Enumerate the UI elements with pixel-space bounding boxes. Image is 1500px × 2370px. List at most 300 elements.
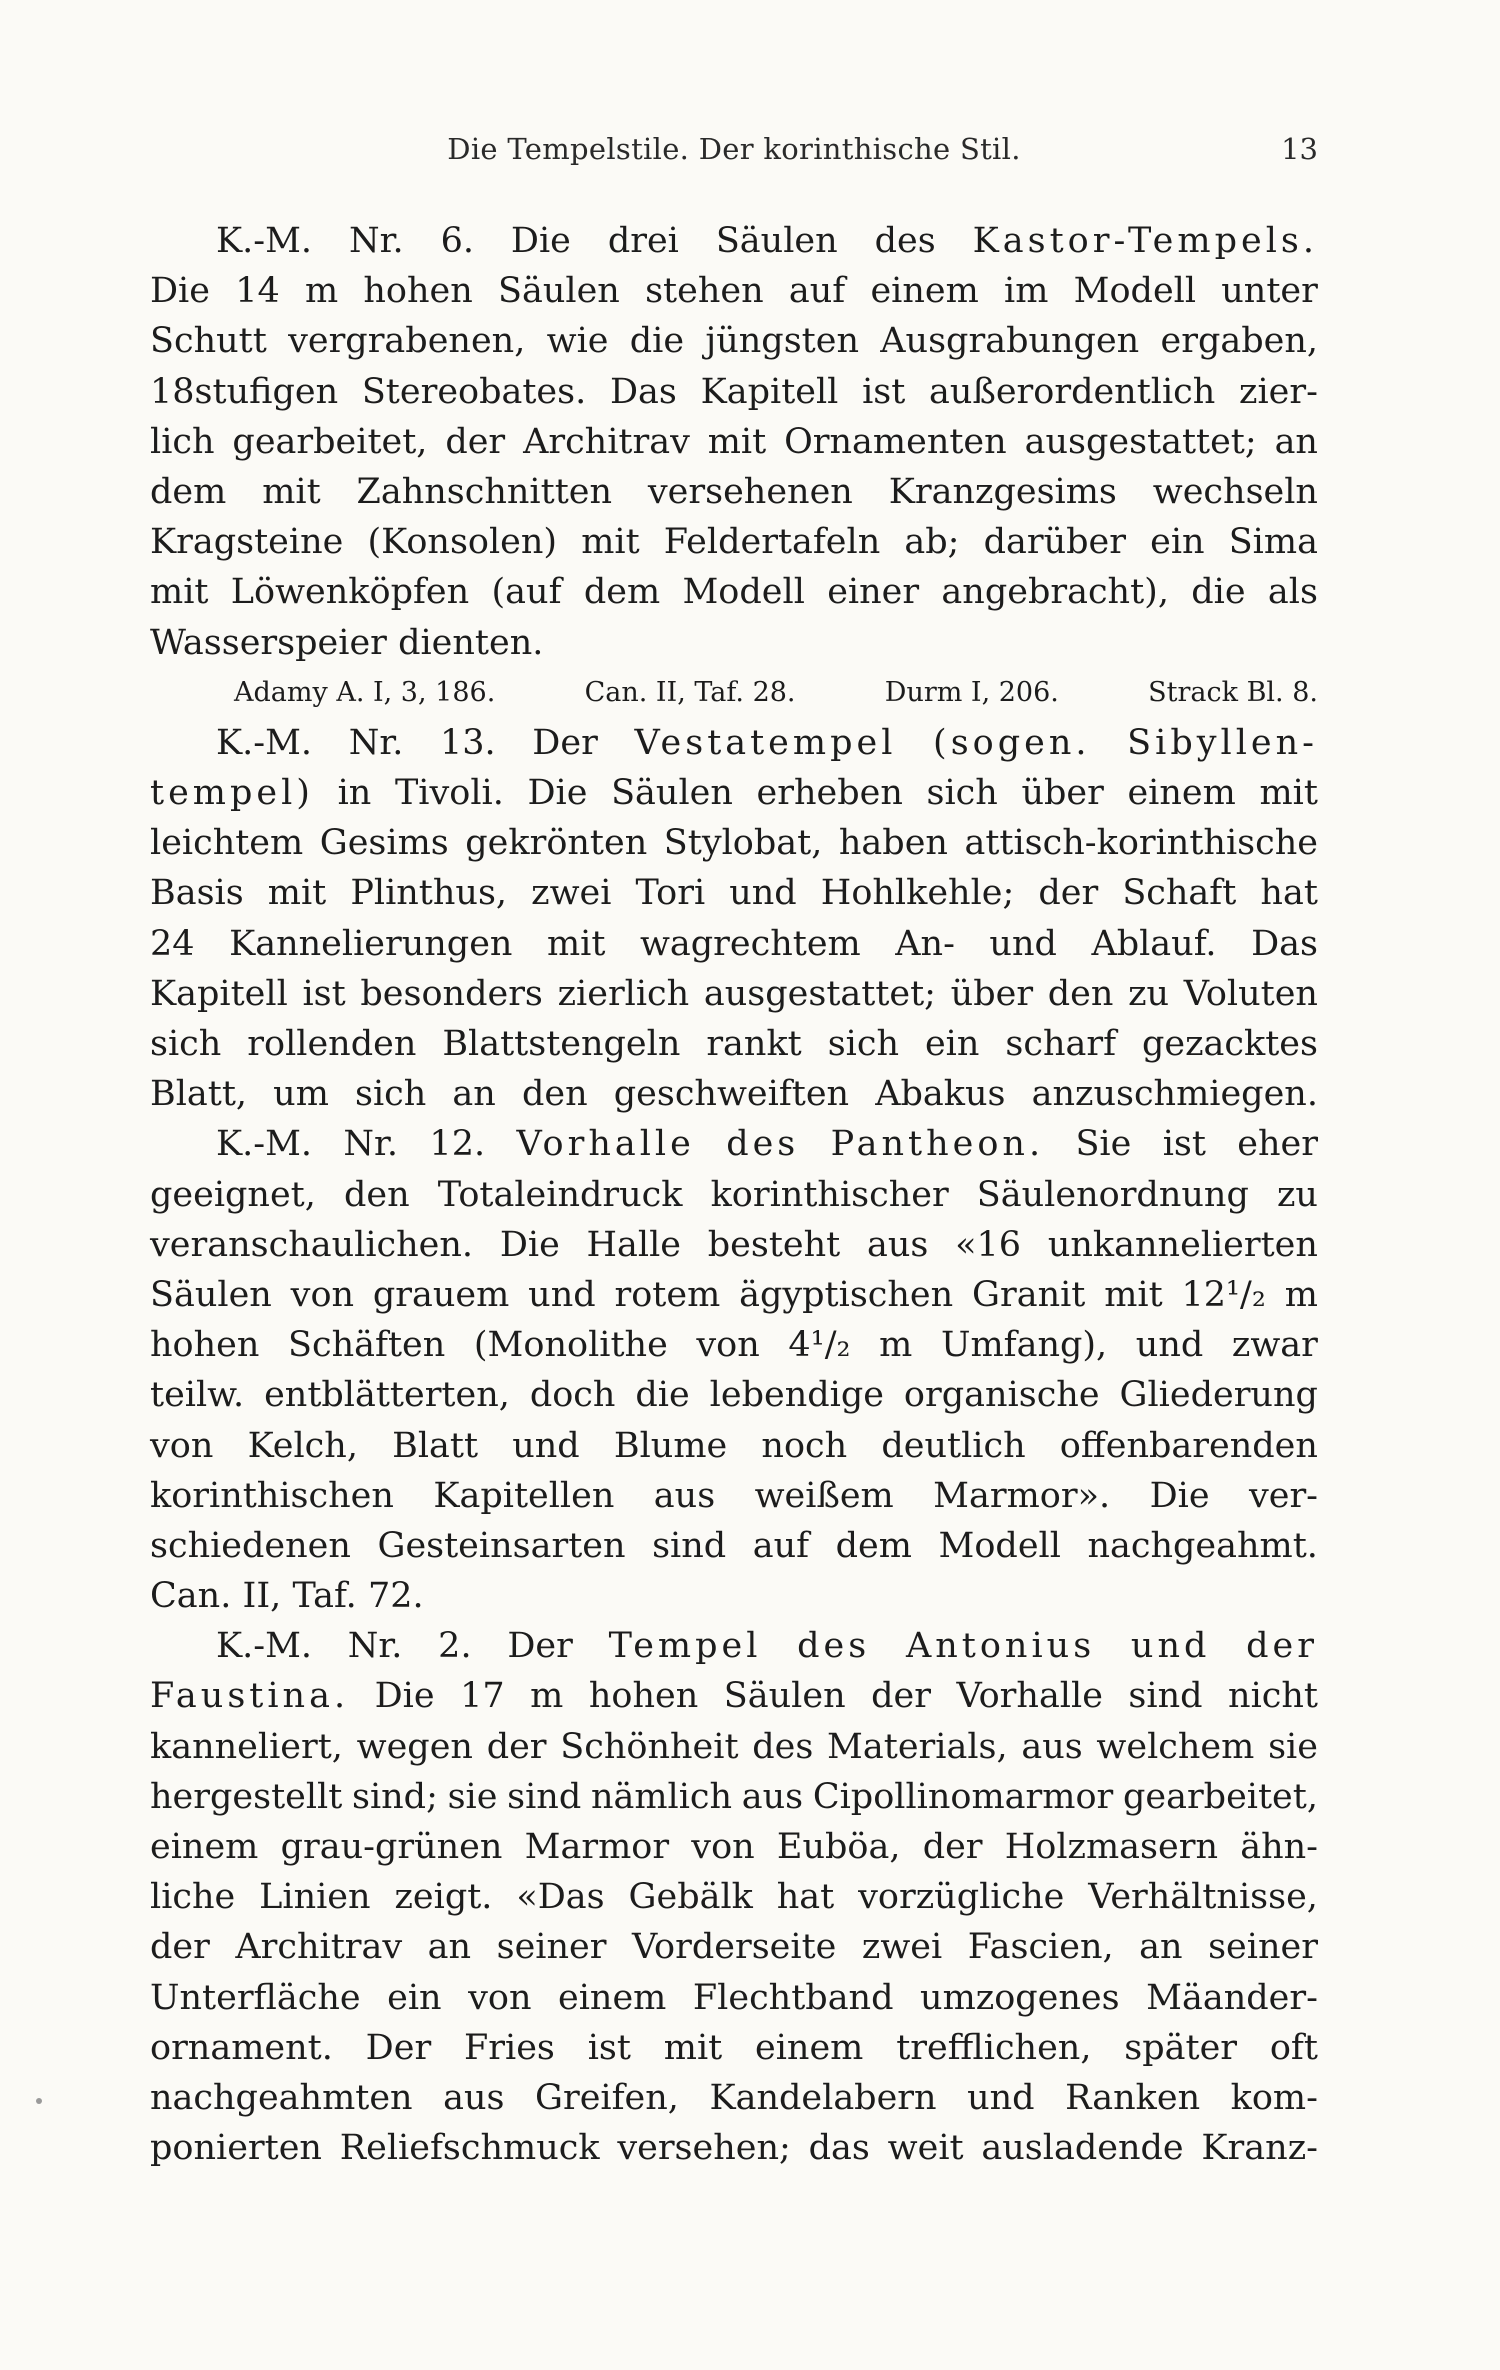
word: mit — [663, 2027, 723, 2068]
word: m — [304, 271, 339, 312]
word: tempel) — [150, 773, 314, 814]
word: Euböa, — [776, 1827, 901, 1867]
word: Granit — [972, 1274, 1086, 1315]
word: Vestatempel — [634, 722, 897, 763]
word: nachgeahmten — [150, 2077, 413, 2118]
word: seiner — [1208, 1927, 1318, 1968]
word: deutlich — [881, 1425, 1026, 1466]
word: Säulen — [498, 271, 620, 312]
text-body — [150, 216, 1318, 2173]
word: Sima — [1228, 522, 1318, 563]
word: Der — [507, 1626, 573, 1667]
word: Tivoli. — [394, 773, 504, 814]
word: 14 — [235, 271, 280, 312]
word: nämlich — [590, 1776, 733, 1817]
word: aus — [1021, 1726, 1083, 1767]
word: Gesteinsarten — [377, 1525, 626, 1566]
word: und — [528, 1274, 596, 1315]
word: einem — [558, 1977, 667, 2018]
word: wegen — [356, 1726, 473, 1767]
word: weit — [887, 2128, 964, 2169]
word: den — [1047, 973, 1114, 1014]
word: 4¹/₂ — [788, 1325, 851, 1366]
word: (Monolithe — [473, 1325, 668, 1366]
word: Unterfläche — [150, 1977, 361, 2018]
word: gezacktes — [1142, 1024, 1318, 1064]
word: an — [427, 1927, 472, 1968]
word: des — [752, 1726, 814, 1767]
word: Verhältnisse, — [1088, 1877, 1318, 1918]
word: II, — [242, 1576, 282, 1617]
text-line — [150, 919, 1318, 969]
word: ist — [862, 371, 906, 412]
word: oft — [1269, 2027, 1318, 2068]
word: des — [874, 221, 936, 261]
word: Adamy A. I, 3, 186. — [234, 676, 496, 708]
word: zwar — [1231, 1325, 1318, 1366]
word: Nr. — [348, 722, 404, 763]
word: einem — [1127, 773, 1236, 814]
word: Kragsteine — [150, 522, 344, 563]
word: wechseln — [1152, 471, 1318, 512]
word: Can. — [150, 1576, 232, 1617]
word: und — [989, 923, 1057, 964]
word: K.-M. — [216, 221, 313, 261]
word: Strack Bl. 8. — [1148, 676, 1318, 708]
word: und — [967, 2077, 1035, 2118]
word: Schaft — [1122, 873, 1237, 914]
word: Tempel — [608, 1626, 762, 1667]
word: Zahnschnitten — [356, 471, 613, 512]
text-line — [150, 1370, 1318, 1420]
word: nicht — [1228, 1676, 1318, 1717]
word: stehen — [645, 271, 764, 312]
word: 12. — [429, 1124, 486, 1165]
word: weißem — [754, 1475, 894, 1516]
word: Gesims — [319, 823, 449, 864]
word: Modell — [938, 1525, 1061, 1566]
word: gearbeitet, — [1122, 1776, 1318, 1817]
text-line — [150, 1521, 1318, 1571]
text-line — [150, 1822, 1318, 1872]
word: des — [726, 1124, 800, 1165]
word: vergrabenen, — [288, 321, 526, 362]
word: ponierten — [150, 2128, 322, 2169]
word: Antonius — [905, 1626, 1096, 1667]
word: des — [797, 1626, 871, 1667]
word: schiedenen — [150, 1525, 351, 1566]
word: der — [486, 1726, 547, 1767]
word: Das — [609, 371, 677, 412]
word: Stereobates. — [361, 371, 587, 412]
text-line — [150, 1270, 1318, 1320]
word: m — [879, 1325, 913, 1366]
word: doch — [529, 1375, 616, 1416]
word: 2. — [438, 1626, 472, 1667]
text-line — [150, 1069, 1318, 1119]
word: Nr. — [347, 1626, 403, 1667]
word: mit — [581, 522, 640, 563]
word: korinthischen — [150, 1475, 394, 1516]
word: ausgestattet; — [703, 973, 936, 1014]
word: mit — [150, 572, 209, 613]
word: Stylobat, — [663, 823, 823, 864]
word: Fascien, — [967, 1927, 1114, 1968]
word: der — [1038, 873, 1099, 914]
text-line — [150, 517, 1318, 567]
word: besteht — [707, 1224, 841, 1265]
word: Abakus — [875, 1074, 1006, 1115]
speck-mark — [36, 2098, 42, 2104]
word: Mäander- — [1146, 1977, 1318, 2018]
word: Umfang), — [940, 1325, 1108, 1366]
reference-line — [150, 668, 1318, 718]
word: sind — [507, 1776, 582, 1817]
text-line — [150, 1922, 1318, 1972]
word: Kranz- — [1201, 2128, 1318, 2169]
word: Schutt — [150, 321, 267, 362]
word: dem — [835, 1525, 912, 1566]
word: scharf — [1005, 1024, 1117, 1064]
word: Greifen, — [535, 2077, 679, 2118]
word: organische — [903, 1375, 1100, 1416]
word: Holzmasern — [1004, 1827, 1218, 1867]
word: (auf — [491, 572, 562, 613]
word: 24 — [150, 923, 195, 964]
word: grau-grünen — [280, 1827, 503, 1867]
word: der — [150, 1927, 210, 1968]
word: Architrav — [235, 1927, 403, 1968]
word: rollenden — [247, 1024, 417, 1064]
word: sie — [447, 1776, 498, 1817]
word: 13. — [439, 722, 496, 763]
text-line — [150, 1320, 1318, 1370]
word: dienten. — [398, 622, 544, 663]
word: Kandelabern — [709, 2077, 937, 2118]
word: Wasserspeier — [150, 622, 387, 663]
word: Die — [510, 221, 571, 261]
word: sich — [150, 1024, 222, 1064]
word: zierlich — [557, 973, 690, 1014]
word: ein — [924, 1024, 980, 1064]
word: außerordentlich — [929, 371, 1216, 412]
word: ausladende — [981, 2128, 1184, 2169]
word: haben — [838, 823, 948, 864]
word: zwei — [861, 1927, 943, 1968]
word: «16 — [955, 1224, 1022, 1265]
word: Blattstengeln — [442, 1024, 681, 1064]
word: veranschaulichen. — [150, 1224, 474, 1265]
running-title: Die Tempelstile. Der korinthische Stil. — [447, 132, 1021, 166]
text-line — [150, 216, 1318, 266]
word: wie — [546, 321, 609, 362]
word: ein — [1150, 522, 1205, 563]
text-line — [150, 818, 1318, 868]
word: Vorhalle — [956, 1676, 1103, 1717]
word: korinthischer — [710, 1174, 949, 1215]
word: den — [343, 1174, 410, 1215]
word: Tori — [635, 873, 706, 914]
word: Schäften — [288, 1325, 446, 1366]
word: Hohlkehle; — [820, 873, 1015, 914]
text-line — [150, 1019, 1318, 1069]
word: der — [1246, 1626, 1318, 1667]
word: ergaben, — [1160, 321, 1318, 362]
word: das — [808, 2128, 870, 2169]
word: Marmor — [524, 1827, 670, 1867]
word: Faustina. — [150, 1676, 350, 1717]
word: mit — [262, 471, 321, 512]
word: vorzügliche — [858, 1877, 1065, 1918]
word: gearbeitet, — [232, 421, 428, 462]
word: 17 — [460, 1676, 505, 1717]
word: Kapitellen — [433, 1475, 615, 1516]
word: auf — [752, 1525, 810, 1566]
word: ist — [1162, 1124, 1206, 1165]
word: An- — [895, 923, 955, 964]
text-line — [150, 1973, 1318, 2023]
word: und — [1130, 1626, 1211, 1667]
word: attisch-korinthische — [964, 823, 1318, 864]
running-header — [150, 132, 1318, 176]
word: erheben — [756, 773, 903, 814]
word: leichtem — [150, 823, 304, 864]
word: sie — [1268, 1726, 1318, 1767]
word: der — [871, 1676, 932, 1717]
word: Die — [499, 1224, 560, 1265]
text-line — [150, 718, 1318, 768]
word: Gebälk — [628, 1877, 753, 1918]
word: 72. — [368, 1576, 424, 1617]
word: Durm I, 206. — [884, 676, 1059, 708]
word: sind — [1128, 1676, 1203, 1717]
word: nachgeahmt. — [1087, 1525, 1318, 1566]
word: Vorhalle — [516, 1124, 695, 1165]
word: K.-M. — [216, 1124, 313, 1165]
word: Kannelierungen — [229, 923, 513, 964]
word: mit — [1104, 1274, 1163, 1315]
word: Ablauf. — [1091, 923, 1217, 964]
text-line — [150, 2023, 1318, 2073]
word: Kranzgesims — [888, 471, 1117, 512]
word: angebracht), — [941, 572, 1169, 613]
word: über — [950, 973, 1034, 1014]
word: m — [530, 1676, 564, 1717]
text-line — [150, 868, 1318, 918]
word: Säulen — [611, 773, 733, 814]
text-line — [150, 1170, 1318, 1220]
word: Die — [1149, 1475, 1210, 1516]
word: hergestellt — [150, 1776, 343, 1817]
word: sich — [827, 1024, 900, 1064]
word: in — [337, 773, 372, 814]
word: 18stufigen — [150, 371, 339, 412]
word: Säulen — [723, 1676, 846, 1717]
word: Die — [527, 773, 588, 814]
word: versehenen — [647, 471, 853, 512]
word: grauem — [372, 1274, 510, 1315]
word: Kelch, — [247, 1425, 358, 1466]
word: K.-M. — [216, 1626, 313, 1667]
word: dem — [150, 471, 227, 512]
page-number: 13 — [1281, 132, 1318, 166]
text-line — [150, 1621, 1318, 1671]
word: einem — [870, 271, 979, 312]
word: Reliefschmuck — [339, 2128, 600, 2169]
word: liche — [150, 1877, 236, 1918]
word: die — [1191, 572, 1246, 613]
word: den — [521, 1074, 588, 1115]
word: kom- — [1230, 2077, 1318, 2118]
text-line — [150, 1722, 1318, 1772]
word: (Konsolen) — [367, 522, 558, 563]
word: Kastor-Tempels. — [972, 221, 1318, 261]
text-line — [150, 1421, 1318, 1471]
text-line — [150, 1119, 1318, 1169]
word: einem — [150, 1827, 259, 1867]
word: umzogenes — [920, 1977, 1120, 2018]
word: Can. II, Taf. 28. — [584, 676, 796, 708]
word: sich — [355, 1074, 427, 1115]
word: Blatt, — [150, 1074, 248, 1115]
word: als — [1267, 572, 1318, 613]
text-line — [150, 1772, 1318, 1822]
word: ist — [587, 2027, 631, 2068]
text-line — [150, 316, 1318, 366]
word: von — [290, 1274, 355, 1315]
word: Schönheit — [560, 1726, 739, 1767]
word: ornament. — [150, 2027, 333, 2068]
word: ausgestattet; — [1024, 421, 1257, 462]
word: Basis — [150, 873, 244, 914]
word: entblätterten, — [264, 1375, 510, 1416]
word: Materials, — [827, 1726, 1008, 1767]
word: darüber — [983, 522, 1126, 563]
word: zier- — [1239, 371, 1318, 412]
word: 6. — [440, 221, 474, 261]
word: Die — [374, 1676, 435, 1717]
word: rankt — [706, 1024, 802, 1064]
word: und — [1135, 1325, 1204, 1366]
word: Taf. — [292, 1576, 357, 1617]
word: und — [512, 1425, 580, 1466]
word: K.-M. — [216, 722, 313, 763]
word: Sibyllen- — [1127, 722, 1318, 763]
word: der — [922, 1827, 983, 1867]
word: von — [691, 1827, 755, 1867]
word: sich — [926, 773, 998, 814]
word: mit — [1259, 773, 1318, 814]
text-line — [150, 367, 1318, 417]
word: Voluten — [1183, 973, 1318, 1014]
word: hohen — [363, 271, 473, 312]
word: ähn- — [1240, 1827, 1318, 1867]
word: von — [150, 1425, 214, 1466]
word: später — [1124, 2027, 1238, 2068]
word: auf — [788, 271, 846, 312]
text-line — [150, 1872, 1318, 1922]
word: Vorderseite — [631, 1927, 837, 1968]
word: aus — [867, 1224, 929, 1265]
text-line — [150, 1220, 1318, 1270]
word: Marmor». — [933, 1475, 1111, 1516]
word: Nr. — [349, 221, 404, 261]
word: Ranken — [1065, 2077, 1201, 2118]
word: Der — [532, 722, 598, 763]
word: Feldertafeln — [663, 522, 881, 563]
word: aus — [741, 1776, 804, 1817]
word: Sie — [1075, 1124, 1132, 1165]
word: einer — [827, 572, 920, 613]
word: unter — [1221, 271, 1318, 312]
word: der — [445, 421, 506, 462]
word: die — [635, 1375, 690, 1416]
word: hohen — [588, 1676, 699, 1717]
word: sind — [652, 1525, 727, 1566]
word: von — [468, 1977, 532, 2018]
word: noch — [761, 1425, 848, 1466]
word: Löwenköpfen — [230, 572, 470, 613]
word: Modell — [1073, 271, 1197, 312]
word: von — [696, 1325, 760, 1366]
word: Der — [365, 2027, 432, 2068]
word: Blume — [613, 1425, 728, 1466]
word: 12¹/₂ — [1181, 1274, 1266, 1315]
word: Blatt — [392, 1425, 479, 1466]
word: lebendige — [709, 1375, 884, 1416]
word: Säulen — [150, 1274, 272, 1315]
word: zwei — [531, 873, 612, 914]
word: rotem — [614, 1274, 721, 1315]
word: anzuschmiegen. — [1031, 1074, 1318, 1115]
word: einem — [755, 2027, 864, 2068]
word: Flechtband — [692, 1977, 894, 2018]
word: gekrönten — [465, 823, 648, 864]
word: seiner — [496, 1927, 607, 1968]
word: m — [1284, 1274, 1318, 1315]
word: lich — [150, 421, 215, 462]
text-line — [150, 2073, 1318, 2123]
word: Die — [150, 271, 210, 312]
word: Totaleindruck — [437, 1174, 683, 1215]
text-line — [150, 2123, 1318, 2173]
word: ist — [302, 973, 346, 1014]
word: Halle — [586, 1224, 682, 1265]
word: über — [1021, 773, 1104, 814]
word: besonders — [360, 973, 543, 1014]
word: an — [1139, 1927, 1183, 1968]
word: die — [629, 321, 685, 362]
word: sind; — [351, 1776, 438, 1817]
text-line — [150, 1471, 1318, 1521]
word: Modell — [682, 572, 805, 613]
text-line — [150, 768, 1318, 818]
text-line — [150, 417, 1318, 467]
word: drei — [607, 221, 679, 261]
word: Säulen — [715, 221, 838, 261]
word: aus — [653, 1475, 716, 1516]
word: an — [1274, 421, 1318, 462]
word: eher — [1237, 1124, 1318, 1165]
text-line — [150, 467, 1318, 517]
word: und — [729, 873, 797, 914]
word: mit — [546, 923, 606, 964]
word: aus — [443, 2077, 505, 2118]
word: Plinthus, — [350, 873, 508, 914]
text-line — [150, 567, 1318, 617]
word: zeigt. — [394, 1877, 493, 1918]
word: «Das — [516, 1877, 605, 1918]
